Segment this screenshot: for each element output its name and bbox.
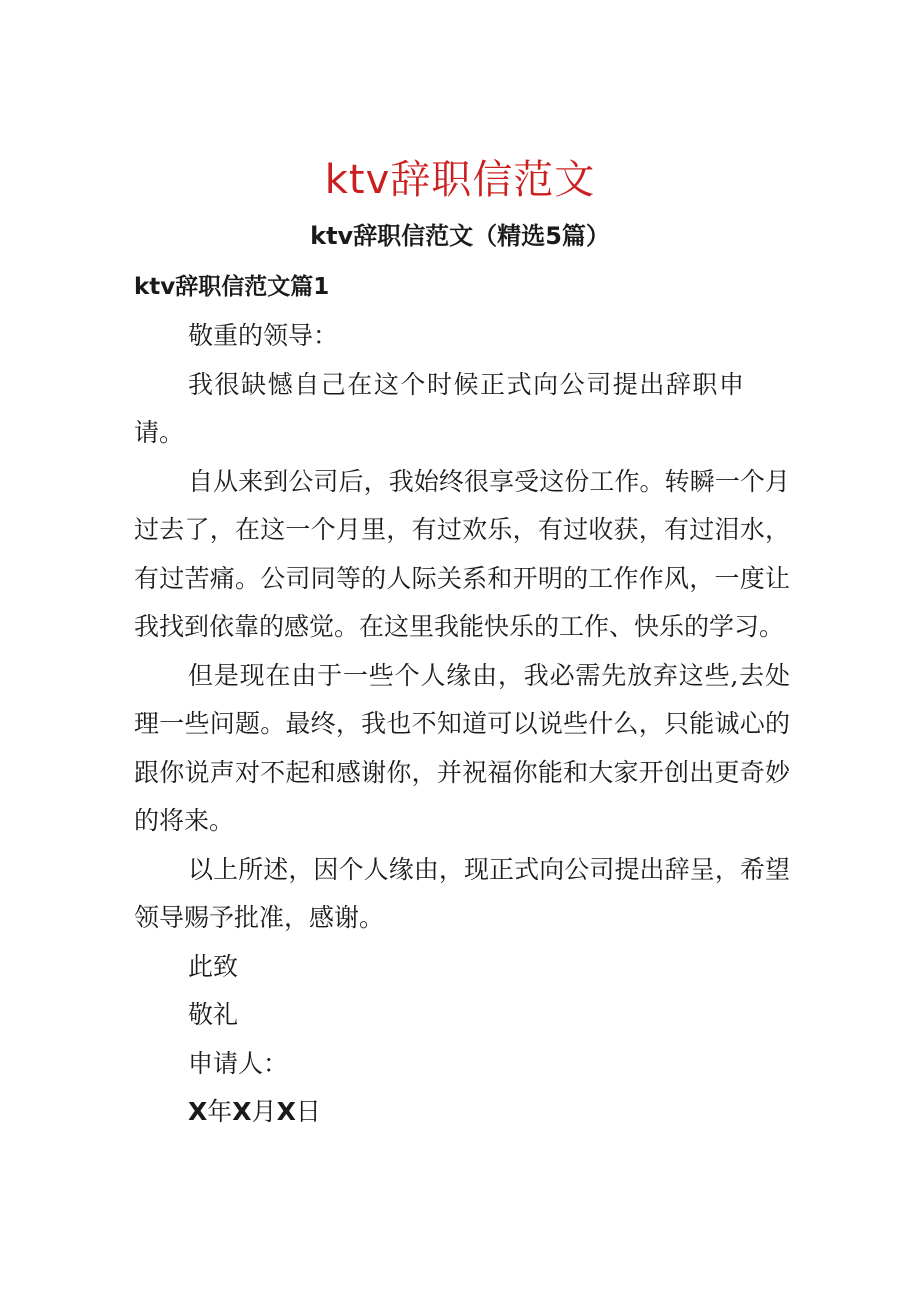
paragraph-1: 我很缺憾自己在这个时候正式向公司提出辞职申请。 [134, 369, 744, 447]
date-month-placeholder: X [232, 1097, 252, 1126]
date-day-placeholder: X [276, 1097, 296, 1126]
section-heading [134, 268, 329, 301]
subtitle-prefix: ktv辞职信范文（精选 [310, 222, 546, 250]
closing-salute: 敬礼 [188, 1000, 239, 1029]
paragraph-3: 但是现在由于一些个人缘由，我必需先放弃这些,去处理一些问题。最终，我也不知道可以说些什么，只能诚心的跟你说声对不起和感谢你，并祝福你能和大家开创出更奇妙的将来。 [134, 660, 790, 835]
subtitle-suffix: 篇） [561, 222, 610, 250]
salutation: 敬重的领导： [188, 321, 339, 350]
paragraph-4: 以上所述，因个人缘由，现正式向公司提出辞呈，希望领导赐予批准，感谢。 [134, 854, 790, 932]
date-month-label: 月 [251, 1097, 277, 1126]
date-day-label: 日 [295, 1097, 321, 1126]
document-subtitle [0, 216, 920, 251]
document-title: ktv辞职信范文 [324, 157, 596, 203]
paragraph-2: 自从来到公司后，我始终很享受这份工作。转瞬一个月过去了，在这一个月里，有过欢乐，有过收获，有过泪水，有过苦痛。公司同等的人际关系和开明的工作作风，一度让我找到依靠的感觉。在这里我能快乐的工作、快乐的学习。 [134, 466, 790, 641]
letter-body [134, 312, 790, 1137]
letter-date [134, 1088, 790, 1137]
closing-regards: 此致 [188, 951, 239, 981]
date-year-placeholder: X [188, 1097, 208, 1126]
subtitle-number: 5 [545, 222, 562, 250]
section-heading-number: 1 [313, 274, 330, 300]
date-year-label: 年 [207, 1097, 233, 1126]
applicant-label: 申请人： [188, 1048, 289, 1078]
section-heading-text: ktv辞职信范文篇 [134, 274, 314, 300]
